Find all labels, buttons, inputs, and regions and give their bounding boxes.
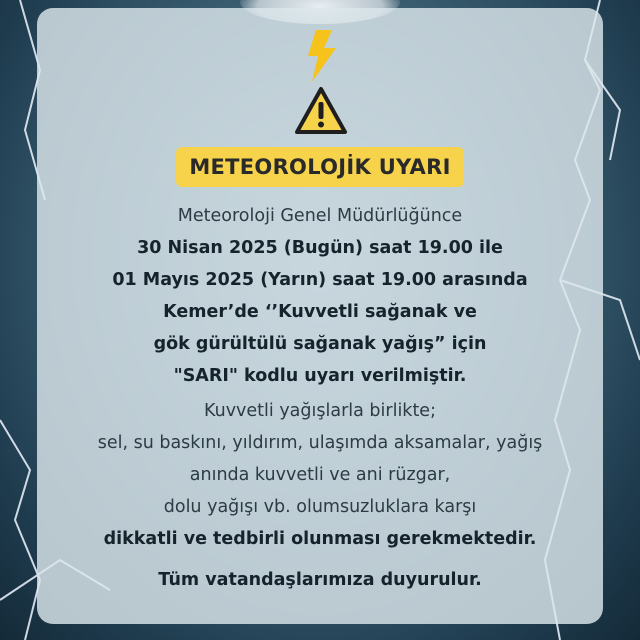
lightning-bolt-icon: [302, 30, 342, 82]
text-line: gök gürültülü sağanak yağış” için: [153, 334, 487, 354]
text-line: "SARI" kodlu uyarı verilmiştir.: [173, 366, 467, 386]
risk-paragraph: [37, 395, 603, 555]
text-line: anında kuvvetli ve ani rüzgar,: [189, 465, 451, 485]
text-line: Meteoroloji Genel Müdürlüğünce: [177, 206, 463, 226]
warning-triangle-icon: [294, 86, 348, 136]
text-line: sel, su baskını, yıldırım, ulaşımda aksamalar, yağış: [97, 433, 543, 453]
text-line: dikkatli ve tedbirli olunması gerekmektedir.: [103, 529, 537, 549]
text-line: dolu yağışı vb. olumsuzluklara karşı: [163, 497, 477, 517]
text-line: 01 Mayıs 2025 (Yarın) saat 19.00 arasında: [112, 270, 528, 290]
closing-line: [37, 564, 603, 596]
warning-banner: METEOROLOJİK UYARI: [176, 147, 464, 187]
text-line: Kuvvetli yağışlarla birlikte;: [204, 401, 436, 421]
text-line: 30 Nisan 2025 (Bugün) saat 19.00 ile: [137, 238, 503, 258]
text-line: Kemer’de ‘’Kuvvetli sağanak ve: [163, 302, 477, 322]
announcement-paragraph: [37, 200, 603, 392]
text-line: Tüm vatandaşlarımıza duyurulur.: [158, 570, 482, 590]
